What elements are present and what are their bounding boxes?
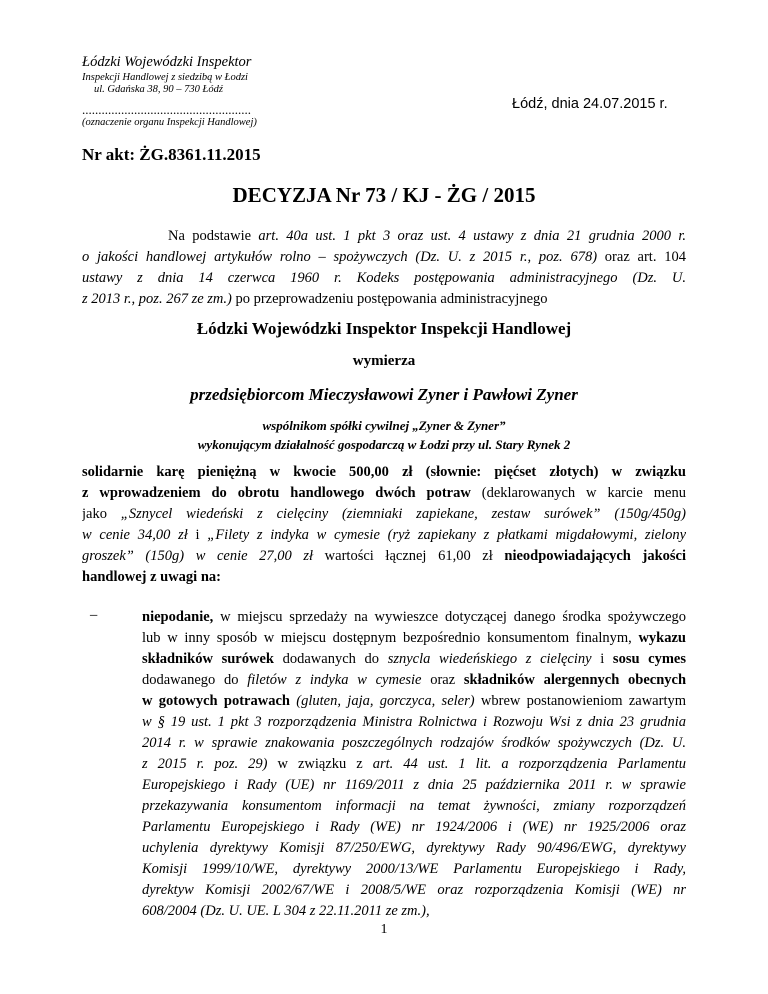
list-dash: – bbox=[90, 607, 98, 623]
page-number: 1 bbox=[380, 922, 388, 937]
penalty-line: solidarnie karę pieniężną w kwocie 500,00 zł (słownie: pięćset złotych) w związku bbox=[82, 464, 686, 480]
intro-paragraph bbox=[82, 226, 686, 310]
partners-line-2: wykonującym działalność gospodarczą w Łodzi przy ul. Stary Rynek 2 bbox=[197, 437, 571, 452]
item-line: Parlamentu Europejskiego i Rady (WE) nr 1924/2006 i (WE) nr 1925/2006 oraz bbox=[142, 819, 686, 835]
item-line: Komisji 1999/10/WE, dyrektywy 2000/13/WE Parlamentu Europejskiego i Rady, bbox=[142, 861, 686, 877]
item-line: Europejskiego i Rady (UE) nr 1169/2011 z dnia 25 października 2011 r. w sprawie bbox=[142, 777, 686, 793]
item-line: z 2015 r. poz. 29) w związku z art. 44 ust. 1 lit. a rozporządzenia Parlamentu bbox=[142, 756, 686, 772]
organ-name: Łódzki Wojewódzki Inspektor Inspekcji Handlowej bbox=[196, 319, 572, 338]
item-line: uchylenia dyrektywy Komisji 87/250/EWG, dyrektywy Rady 90/496/EWG, dyrektywy bbox=[142, 840, 686, 856]
item-line: w gotowych potrawach (gluten, jaja, gorczyca, seler) wbrew postanowieniom zawartym bbox=[142, 693, 686, 709]
item-line: składników surówek dodawanych do sznycla wiedeńskiego z cielęciny i sosu cymes bbox=[142, 651, 686, 667]
intro-line: ustawy z dnia 14 czerwca 1960 r. Kodeks postępowania administracyjnego (Dz. U. bbox=[82, 270, 686, 286]
item-line: niepodanie, w miejscu sprzedaży na wywieszce dotyczącej danego środka spożywczego bbox=[142, 609, 686, 625]
authority-address bbox=[82, 72, 248, 96]
place-date: Łódź, dnia 24.07.2015 r. bbox=[512, 96, 668, 112]
intro-line: Na podstawie art. 40a ust. 1 pkt 3 oraz ust. 4 ustawy z dnia 21 grudnia 2000 r. bbox=[168, 228, 686, 244]
authority-seat: Inspekcji Handlowej z siedzibą w Łodzi bbox=[82, 72, 248, 83]
partners-line-1: wspólnikom spółki cywilnej „Zyner & Zyner” bbox=[262, 418, 506, 433]
penalty-line: handlowej z uwagi na: bbox=[82, 569, 221, 585]
imposes-label: wymierza bbox=[352, 353, 416, 369]
item-line: dyrektyw Komisji 2002/67/WE i 2008/5/WE oraz rozporządzenia Komisji (WE) nr bbox=[142, 882, 686, 898]
authority-caption: (oznaczenie organu Inspekcji Handlowej) bbox=[82, 117, 257, 128]
penalty-line: z wprowadzeniem do obrotu handlowego dwóch potraw (deklarowanych w karcie menu bbox=[82, 485, 686, 501]
dotted-line: .................................................... bbox=[82, 102, 251, 117]
penalty-line: w cenie 34,00 zł i „Filety z indyka w cymesie (ryż zapiekany z płatkami migdałowymi, zielony bbox=[82, 527, 686, 543]
authority-street: ul. Gdańska 38, 90 – 730 Łódź bbox=[94, 84, 223, 95]
item-line: w § 19 ust. 1 pkt 3 rozporządzenia Ministra Rolnictwa i Rozwoju Wsi z dnia 23 grudnia bbox=[142, 714, 686, 730]
item-line: dodawanego do filetów z indyka w cymesie oraz składników alergennych obecnych bbox=[142, 672, 686, 688]
item-line: lub w inny sposób w miejscu dostępnym bezpośrednio konsumentom finalnym, wykazu bbox=[142, 630, 686, 646]
intro-line: o jakości handlowej artykułów rolno – spożywczych (Dz. U. z 2015 r., poz. 678) oraz art. 104 bbox=[82, 249, 686, 265]
list-item-1 bbox=[142, 607, 686, 922]
entrepreneurs: przedsiębiorcom Mieczysławowi Zyner i Pawłowi Zyner bbox=[190, 385, 578, 404]
decision-title: DECYZJA Nr 73 / KJ - ŻG / 2015 bbox=[232, 183, 536, 207]
item-line: 2014 r. w sprawie znakowania poszczególnych rodzajów środków spożywczych (Dz. U. bbox=[142, 735, 686, 751]
penalty-line: jako „Sznycel wiedeński z cielęciny (ziemniaki zapiekane, zestaw surówek” (150g/450g) bbox=[82, 506, 686, 522]
item-line: przekazywania konsumentom informacji na temat żywności, zmiany rozporządzeń bbox=[142, 798, 686, 814]
penalty-paragraph bbox=[82, 462, 686, 588]
item-line: 608/2004 (Dz. U. UE. L 304 z 22.11.2011 ze zm.), bbox=[142, 903, 430, 919]
case-number: Nr akt: ŻG.8361.11.2015 bbox=[82, 145, 261, 164]
intro-line: z 2013 r., poz. 267 ze zm.) po przeprowadzeniu postępowania administracyjnego bbox=[82, 291, 548, 307]
authority-name: Łódzki Wojewódzki Inspektor bbox=[82, 54, 252, 70]
penalty-line: groszek” (150g) w cenie 27,00 zł wartości łącznej 61,00 zł nieodpowiadających jakości bbox=[82, 548, 686, 564]
